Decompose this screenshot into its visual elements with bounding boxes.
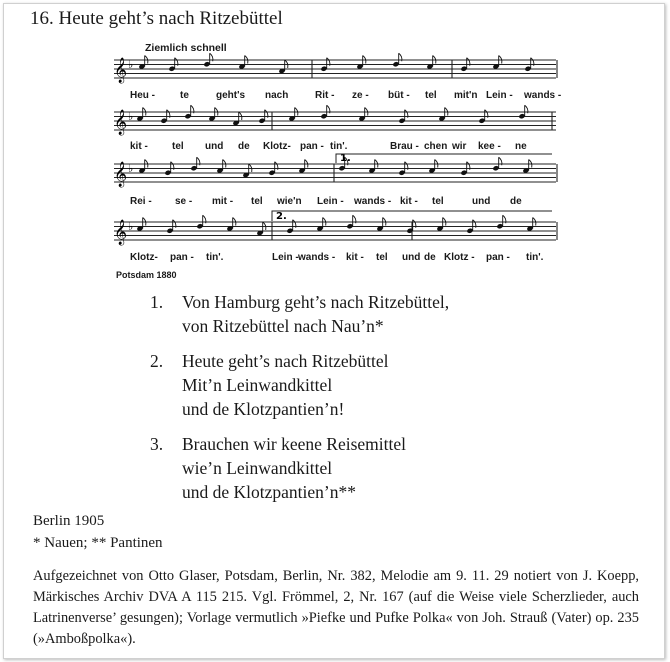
lyric-syllable: wands - [524,90,562,101]
lyric-syllable: wands - [298,252,336,263]
verse-line: und de Klotzpantien’n** [182,482,356,502]
lyric-syllable: de [510,196,522,207]
lyric-syllable: büt - [388,90,410,101]
staff-system-3 [112,152,558,192]
verse-line: Mit’n Leinwandkittel [182,375,333,395]
lyric-syllable: chen [424,141,448,152]
note [426,56,435,70]
lyric-syllable: Rei - [130,196,152,207]
treble-clef-icon: 𝄞 [114,220,128,245]
staff [114,105,556,135]
staff-system-4 [112,208,558,250]
lyric-syllable: kee - [478,141,501,152]
staff-system-2 [112,104,558,140]
note [298,160,307,174]
lyric-syllable: tel [432,196,444,207]
lyric-syllable: kit - [400,196,418,207]
note [238,56,247,70]
lyrics-line-1 [120,90,560,104]
flat-sign-icon: ♭ [128,58,134,71]
lyric-syllable: wie'n [277,196,302,207]
lyric-syllable: Klotz- [263,141,291,152]
lyric-syllable: tel [251,196,263,207]
lyric-syllable: geht's [216,90,246,101]
note [368,160,377,174]
lyric-syllable: de [424,252,436,263]
note [356,56,365,70]
lyric-syllable: Rit - [315,90,335,101]
lyric-syllable: Brau - [390,141,419,152]
lyric-syllable: und [402,252,421,263]
lyric-syllable: nach [265,90,289,101]
ending-2-label: 2. [276,211,287,222]
note [278,60,287,74]
note [376,218,385,232]
note [226,218,235,232]
lyric-syllable: und [472,196,491,207]
lyric-syllable: mit - [212,196,234,207]
lyric-syllable: tel [376,252,388,263]
verse-3 [150,432,449,504]
flat-sign-icon: ♭ [128,220,134,233]
staff-system-1 [112,52,558,88]
ending-2-bracket [272,211,552,221]
verse-line: und de Klotzpantien’n! [182,399,345,419]
verse-2 [150,349,449,421]
source-note: Aufgezeichnet von Otto Glaser, Potsdam, Berlin, Nr. 382, Melodie am 9. 11. 29 notiert von J. Koepp, Märkisches Archiv DVA A 115 215. Vgl. Frömmel, 2, Nr. 167 (auf die Weise viele Scherzlieder, auch Latrinenverse’ gesungen); Vorlage vermutlich »Piefke und Pufke Polka« von Joh. Strauß (Vater) op. 235 (»Amboßpolka«). [33,568,639,647]
lyric-syllable: te [180,90,189,101]
lyric-syllable: und [205,141,224,152]
verse-line: Heute geht’s nach Ritzebüttel [182,351,389,371]
note [256,222,265,236]
note [436,218,445,232]
verse-line: Brauchen wir keene Reisemittel [182,434,407,454]
treble-clef-icon: 𝄞 [114,110,128,135]
note [242,164,251,178]
lyric-syllable: wands - [354,196,392,207]
lyric-syllable: Lein - [486,90,513,101]
note [522,160,531,174]
note [288,108,297,122]
note [316,218,325,232]
note [208,108,217,122]
lyric-syllable: pan - [170,252,194,263]
note [136,108,145,122]
lyric-syllable: tin'. [206,252,224,263]
lyric-syllable: tel [425,90,437,101]
origin-label: Potsdam 1880 [116,270,177,280]
note [232,112,241,126]
lyric-syllable: Heu - [130,90,155,101]
note [428,160,437,174]
note [438,108,447,122]
note [138,160,147,174]
verse-line: Von Hamburg geht’s nach Ritzebüttel, [182,292,450,312]
verse-line: wie’n Leinwandkittel [182,458,333,478]
lyric-syllable: Klotz - [444,252,475,263]
ending-1-bracket [336,154,552,163]
verse-number: 2. [150,351,164,371]
staff [114,215,557,245]
lyric-syllable: ze - [352,90,369,101]
song-title: 16. Heute geht’s nach Ritzebüttel [30,8,283,29]
note [358,108,367,122]
lyric-syllable: tel [172,141,184,152]
lyric-syllable: mit'n [454,90,478,101]
place-year: Berlin 1905 [33,513,105,529]
flat-sign-icon: ♭ [128,110,134,123]
verse-number: 1. [150,292,164,312]
flat-sign-icon: ♭ [128,162,134,175]
lyric-syllable: pan - [300,141,324,152]
treble-clef-icon: 𝄞 [114,162,128,187]
note [526,218,535,232]
lyric-syllable: Lein - [317,196,344,207]
treble-clef-icon: 𝄞 [114,58,128,83]
footnotes: * Nauen; ** Pantinen [33,535,163,551]
lyric-syllable: kit - [346,252,364,263]
lyrics-line-4 [120,252,560,266]
lyric-syllable: pan - [486,252,510,263]
lyric-syllable: tin'. [330,141,348,152]
note [136,218,145,232]
lyric-syllable: Klotz- [130,252,158,263]
lyric-syllable: de [238,141,250,152]
verse-number: 3. [150,434,164,454]
verse-line: von Ritzebüttel nach Nau’n* [182,316,384,336]
lyric-syllable: wir [452,141,467,152]
note [492,56,501,70]
note [216,160,225,174]
ending-1-label: 1. [340,153,351,164]
lyric-syllable: tin'. [526,252,544,263]
lyric-syllable: kit - [130,141,148,152]
lyric-syllable: Lein - [272,252,299,263]
note [138,56,147,70]
verses-list [150,290,449,515]
verse-1 [150,290,449,338]
tempo-marking: Ziemlich schnell [145,42,227,54]
lyric-syllable: se - [175,196,193,207]
lyric-syllable: ne [515,141,527,152]
staff [114,53,557,83]
